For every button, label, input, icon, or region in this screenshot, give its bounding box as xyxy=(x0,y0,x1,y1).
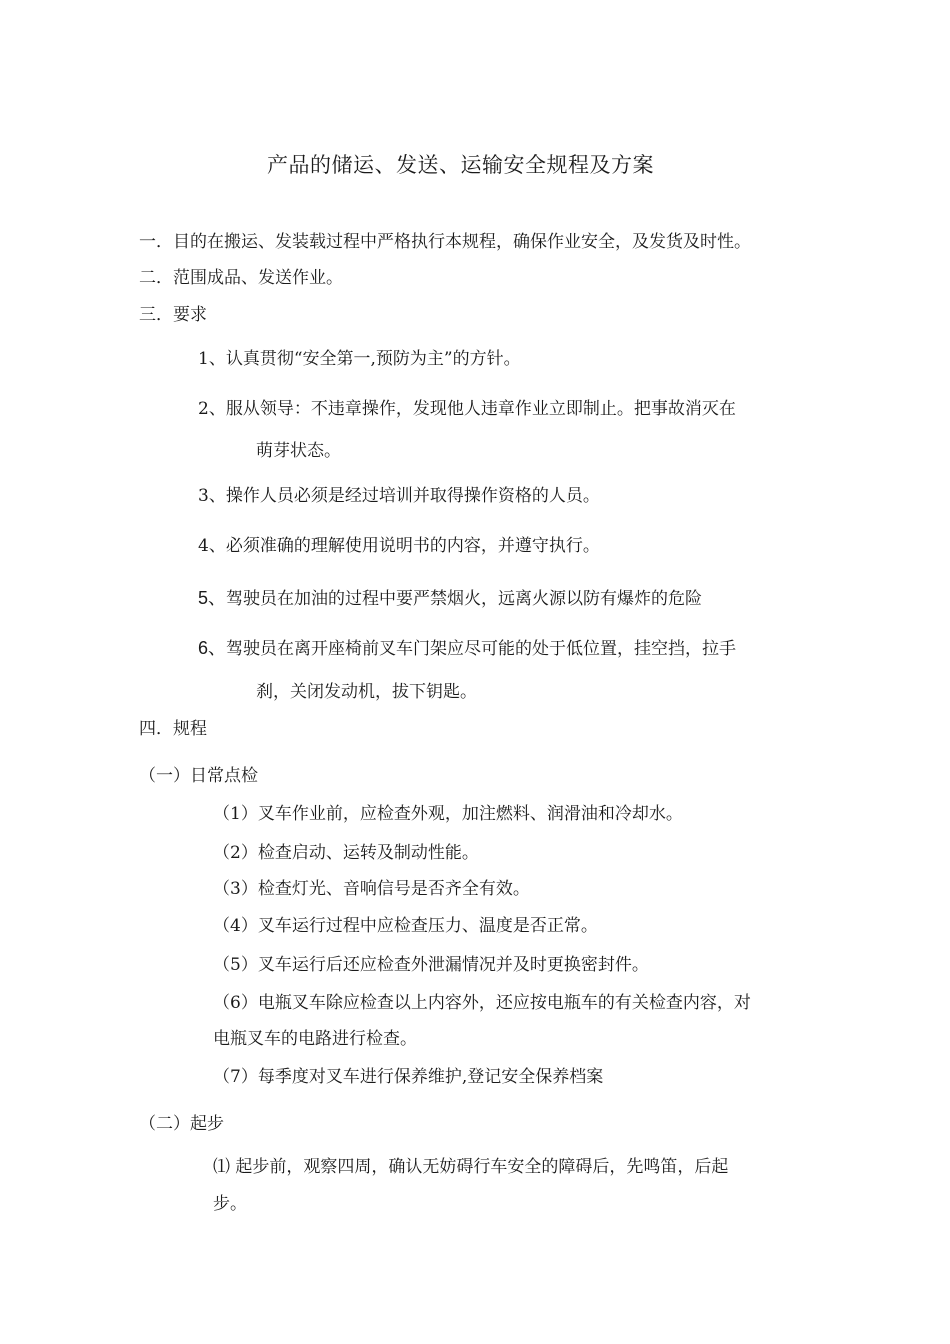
section-requirements: 三．要求 xyxy=(139,305,207,325)
requirement-item xyxy=(198,587,702,610)
check-item: （1）叉车作业前，应检查外观，加注燃料、润滑油和冷却水。 xyxy=(213,804,683,824)
requirement-item xyxy=(198,535,600,557)
requirement-item xyxy=(198,398,736,420)
requirement-text: 认真贯彻“安全第一,预防为主”的方针。 xyxy=(225,349,521,369)
requirement-text: 必须准确的理解使用说明书的内容，并遵守执行。 xyxy=(225,536,600,556)
section-scope: 二．范围成品、发送作业。 xyxy=(139,268,343,288)
page-title: 产品的储运、发送、运输安全规程及方案 xyxy=(267,153,654,177)
requirement-text: 驾驶员在离开座椅前叉车门架应尽可能的处于低位置，挂空挡，拉手 xyxy=(226,639,737,659)
requirement-continuation: 萌芽状态。 xyxy=(256,441,341,461)
requirement-text: 驾驶员在加油的过程中要严禁烟火，远离火源以防有爆炸的危险 xyxy=(226,589,703,609)
requirement-number: 2、 xyxy=(198,399,226,419)
check-item: （2）检查启动、运转及制动性能。 xyxy=(213,843,479,863)
requirement-number: 6、 xyxy=(198,638,227,658)
requirement-number: 3、 xyxy=(198,486,226,506)
check-item: （5）叉车运行后还应检查外泄漏情况并及时更换密封件。 xyxy=(213,955,649,975)
requirement-text: 服从领导：不违章操作，发现他人违章作业立即制止。把事故消灭在 xyxy=(225,399,736,419)
check-item: （7）每季度对叉车进行保养维护,登记安全保养档案 xyxy=(213,1067,604,1087)
start-item-continuation: 步。 xyxy=(213,1194,247,1214)
start-item: ⑴ 起步前，观察四周，确认无妨碍行车安全的障碍后，先鸣笛，后起 xyxy=(213,1157,729,1177)
requirement-item xyxy=(198,348,521,370)
requirement-continuation: 刹，关闭发动机，拔下钥匙。 xyxy=(256,682,477,702)
requirement-item xyxy=(198,637,736,660)
section-purpose: 一．目的在搬运、发装载过程中严格执行本规程，确保作业安全，及发货及时性。 xyxy=(139,232,751,252)
check-item: （3）检查灯光、音响信号是否齐全有效。 xyxy=(213,879,530,899)
requirement-number: 4、 xyxy=(198,536,226,556)
requirement-text: 操作人员必须是经过培训并取得操作资格的人员。 xyxy=(225,486,600,506)
subsection-start: （二）起步 xyxy=(139,1114,224,1134)
check-item-continuation: 电瓶叉车的电路进行检查。 xyxy=(213,1029,417,1049)
check-item: （4）叉车运行过程中应检查压力、温度是否正常。 xyxy=(213,916,598,936)
check-item: （6）电瓶叉车除应检查以上内容外，还应按电瓶车的有关检查内容，对 xyxy=(213,993,751,1013)
requirement-number: 1、 xyxy=(198,349,226,369)
section-procedures: 四．规程 xyxy=(139,719,207,739)
requirement-number: 5、 xyxy=(198,588,227,608)
subsection-daily-check: （一）日常点检 xyxy=(139,766,258,786)
requirement-item xyxy=(198,485,600,507)
